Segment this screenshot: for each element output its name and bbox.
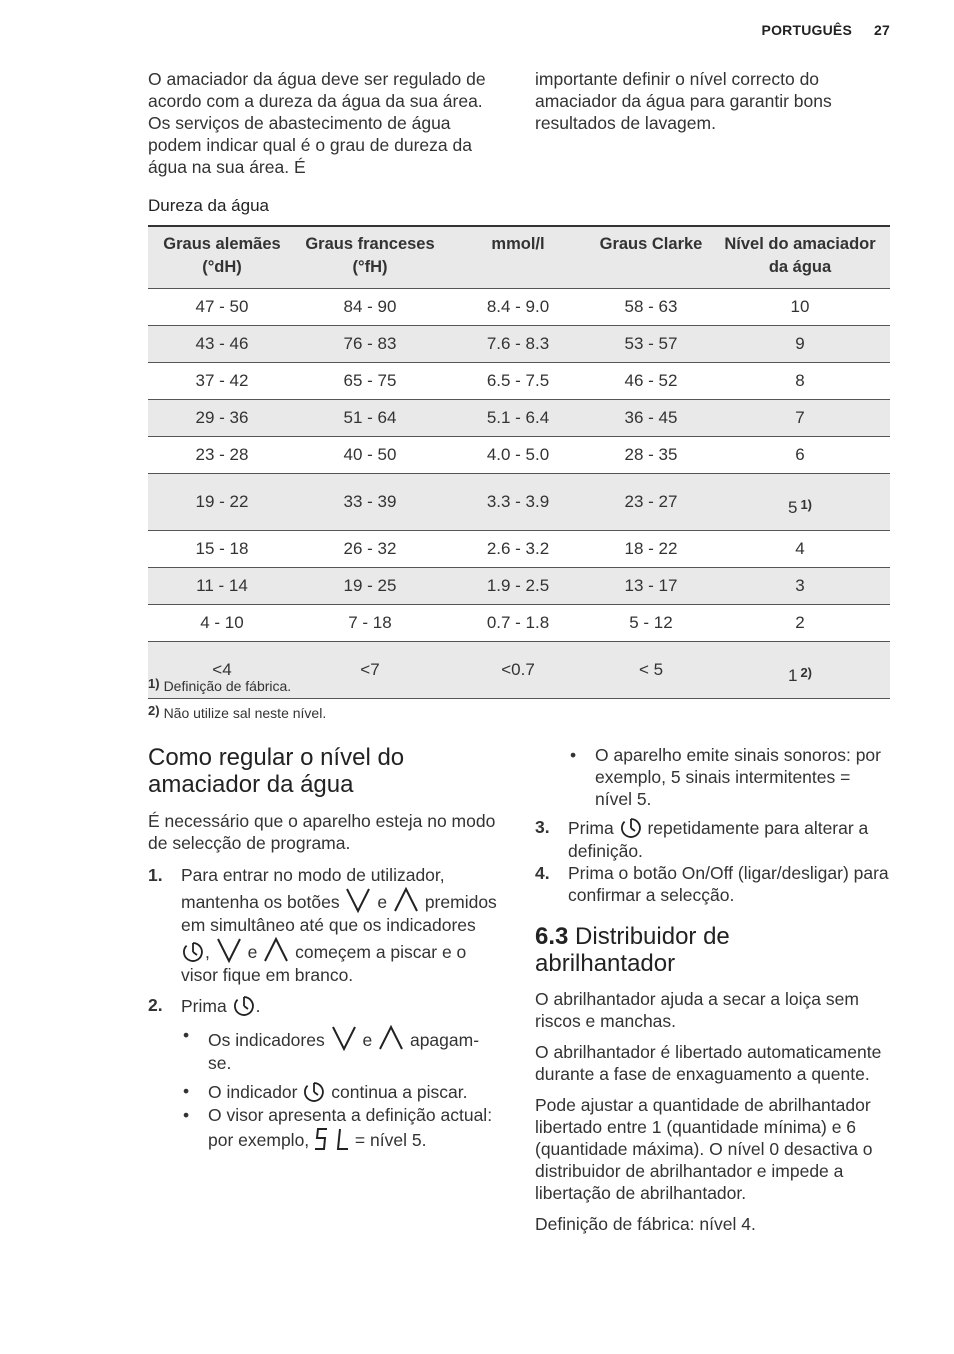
cell: 76 - 83 xyxy=(296,326,444,363)
step-text: . xyxy=(255,996,261,1016)
paragraph: Definição de fábrica: nível 4. xyxy=(535,1214,756,1234)
cell: 9 xyxy=(710,326,890,363)
table-row xyxy=(148,400,890,437)
table-row xyxy=(148,289,890,326)
cell: 37 - 42 xyxy=(148,363,296,400)
intro-right-text: importante definir o nível correcto do amaciador da água para garantir bons resultados de lavagem. xyxy=(535,69,832,133)
step-text: e xyxy=(377,892,388,912)
bullet-text: e xyxy=(362,1030,373,1050)
timer-icon xyxy=(302,1080,326,1104)
header-dh: Graus alemães (°dH) xyxy=(148,226,296,289)
cell: 2.6 - 3.2 xyxy=(444,531,592,568)
header-language: PORTUGUÊS xyxy=(761,22,853,38)
footnote-ref: 1) xyxy=(800,497,813,512)
bullet-text: apagam-se. xyxy=(208,1030,480,1073)
intro-right xyxy=(535,68,895,134)
title-line-1: Distribuidor de xyxy=(575,923,730,950)
table-row xyxy=(148,326,890,363)
step-text: Prima o botão On/Off (ligar/desligar) para confirmar a selecção. xyxy=(568,863,889,905)
section-number: 6.3 xyxy=(535,923,569,950)
section-title-regular xyxy=(148,744,404,798)
cell: 5.1 - 6.4 xyxy=(444,400,592,437)
table-footnotes xyxy=(148,676,326,730)
footnote-mark: 2) xyxy=(148,703,160,718)
cell: <0.7 xyxy=(444,642,592,699)
cell: 29 - 36 xyxy=(148,400,296,437)
header-fh: Graus franceses (°fH) xyxy=(296,226,444,289)
step-text: , xyxy=(205,942,210,962)
paragraph: O abrilhantador é libertado automaticamente durante a fase de enxaguamento a quente. xyxy=(535,1042,882,1084)
footnote-ref: 2) xyxy=(800,665,813,680)
cell: 26 - 32 xyxy=(296,531,444,568)
table-header-row xyxy=(148,226,890,289)
header-mmol: mmol/l xyxy=(444,226,592,289)
step-text: premidos em simultâneo até que os indicadores xyxy=(181,892,497,935)
footnote-text: Definição de fábrica. xyxy=(163,678,292,694)
cell: 15 - 18 xyxy=(148,531,296,568)
cell: 33 - 39 xyxy=(296,474,444,531)
cell: 5 - 12 xyxy=(592,605,710,642)
bullet-text: O visor apresenta a definição actual: por exemplo, xyxy=(208,1105,493,1150)
page-header xyxy=(762,22,890,38)
bullet-text: = nível 5. xyxy=(354,1130,427,1150)
cell: <4 xyxy=(148,642,296,699)
cell: 0.7 - 1.8 xyxy=(444,605,592,642)
bullet-item xyxy=(568,744,890,810)
cell: 43 - 46 xyxy=(148,326,296,363)
timer-icon xyxy=(619,816,643,840)
table-row xyxy=(148,531,890,568)
cell: 58 - 63 xyxy=(592,289,710,326)
step-text: repetidamente para alterar a definição. xyxy=(568,818,869,861)
intro-left-text: O amaciador da água deve ser regulado de acordo com a dureza da água da sua área. Os serviços de abastecimento de água podem indicar qual é o grau de dureza da água na sua área. É xyxy=(148,69,486,177)
bullet-text: continua a piscar. xyxy=(331,1082,468,1102)
cell: 47 - 50 xyxy=(148,289,296,326)
cell: 8.4 - 9.0 xyxy=(444,289,592,326)
step-number: 4. xyxy=(535,863,550,883)
chevron-up-icon xyxy=(262,936,290,964)
cell: 23 - 27 xyxy=(592,474,710,531)
cell: 19 - 22 xyxy=(148,474,296,531)
title-line-1: Como regular o nível do xyxy=(148,744,405,771)
cell: 18 - 22 xyxy=(592,531,710,568)
paragraph: O abrilhantador ajuda a secar a loiça sem riscos e manchas. xyxy=(535,989,859,1031)
regular-intro: É necessário que o aparelho esteja no modo de selecção de programa. xyxy=(148,811,496,853)
cell: 4 xyxy=(710,531,890,568)
footnote-2 xyxy=(148,703,326,730)
timer-icon xyxy=(232,994,256,1018)
cell: 51 - 64 xyxy=(296,400,444,437)
step-4 xyxy=(535,862,890,906)
table-row xyxy=(148,568,890,605)
step-2-continued xyxy=(535,744,890,810)
cell: 13 - 17 xyxy=(592,568,710,605)
bullet-text: O indicador xyxy=(208,1082,298,1102)
cell: 84 - 90 xyxy=(296,289,444,326)
bullet-item xyxy=(181,1024,498,1074)
bullet-item xyxy=(181,1104,498,1152)
table-row xyxy=(148,363,890,400)
cell: 46 - 52 xyxy=(592,363,710,400)
timer-icon xyxy=(181,940,205,964)
water-hardness-table xyxy=(148,225,890,699)
cell: 65 - 75 xyxy=(296,363,444,400)
step-text: Prima xyxy=(181,996,227,1016)
regular-instructions-continued xyxy=(535,744,890,906)
header-clarke: Graus Clarke xyxy=(592,226,710,289)
cell: 1.9 - 2.5 xyxy=(444,568,592,605)
cell: 4.0 - 5.0 xyxy=(444,437,592,474)
step-3 xyxy=(535,816,890,862)
cell: 4 - 10 xyxy=(148,605,296,642)
footnote-mark: 1) xyxy=(148,676,160,691)
footnote-1 xyxy=(148,676,326,703)
cell: 28 - 35 xyxy=(592,437,710,474)
cell: 53 - 57 xyxy=(592,326,710,363)
rinse-aid-text xyxy=(535,988,893,1235)
chevron-up-icon xyxy=(377,1024,405,1052)
regular-instructions xyxy=(148,810,498,1152)
cell: 3 xyxy=(710,568,890,605)
page-number: 27 xyxy=(874,22,890,38)
cell: 11 - 14 xyxy=(148,568,296,605)
cell: 19 - 25 xyxy=(296,568,444,605)
bullet-text: Os indicadores xyxy=(208,1030,325,1050)
display-5L-icon xyxy=(314,1126,350,1152)
cell: 40 - 50 xyxy=(296,437,444,474)
cell: 3.3 - 3.9 xyxy=(444,474,592,531)
cell: 36 - 45 xyxy=(592,400,710,437)
table-row xyxy=(148,474,890,531)
cell: <7 xyxy=(296,642,444,699)
cell: 7 xyxy=(710,400,890,437)
cell: < 5 xyxy=(592,642,710,699)
chevron-down-icon xyxy=(330,1024,358,1052)
bullet-text: O aparelho emite sinais sonoros: por exemplo, 5 sinais intermitentes = nível 5. xyxy=(595,745,881,809)
cell: 10 xyxy=(710,289,890,326)
title-line-2: abrilhantador xyxy=(535,950,676,977)
step-text: Para entrar no modo de utilizador, mantenha os botões xyxy=(181,865,445,912)
intro-left xyxy=(148,68,508,178)
table-row xyxy=(148,437,890,474)
cell: 7.6 - 8.3 xyxy=(444,326,592,363)
step-text: e xyxy=(247,942,258,962)
paragraph: Pode ajustar a quantidade de abrilhantador libertado entre 1 (quantidade mínima) e 6 (quantidade máxima). O nível 0 desactiva o distribuidor de abrilhantador e impede a libertação de abrilhantador. xyxy=(535,1095,873,1203)
cell-no-salt-level xyxy=(710,642,890,699)
title-line-2: amaciador da água xyxy=(148,771,354,798)
footnote-text: Não utilize sal neste nível. xyxy=(163,705,327,721)
step-number: 3. xyxy=(535,817,550,837)
cell: 6.5 - 7.5 xyxy=(444,363,592,400)
cell-factory-level xyxy=(710,474,890,531)
level-value: 5 xyxy=(787,498,798,517)
section-title-rinse-aid xyxy=(535,923,730,977)
bullet-item xyxy=(181,1080,498,1104)
step-2 xyxy=(148,994,498,1152)
table-caption: Dureza da água xyxy=(148,196,269,215)
header-level: Nível do amaciador da água xyxy=(710,226,890,289)
step-number: 2. xyxy=(148,995,163,1015)
cell: 7 - 18 xyxy=(296,605,444,642)
cell: 6 xyxy=(710,437,890,474)
table-row xyxy=(148,605,890,642)
step-text: começem a piscar e o visor fique em branco. xyxy=(181,942,467,985)
level-value: 1 xyxy=(787,666,798,685)
chevron-up-icon xyxy=(392,886,420,914)
cell: 2 xyxy=(710,605,890,642)
step-1 xyxy=(148,864,498,986)
step-text: Prima xyxy=(568,818,614,838)
step-number: 1. xyxy=(148,865,163,885)
chevron-down-icon xyxy=(344,886,372,914)
cell: 23 - 28 xyxy=(148,437,296,474)
cell: 8 xyxy=(710,363,890,400)
chevron-down-icon xyxy=(215,936,243,964)
